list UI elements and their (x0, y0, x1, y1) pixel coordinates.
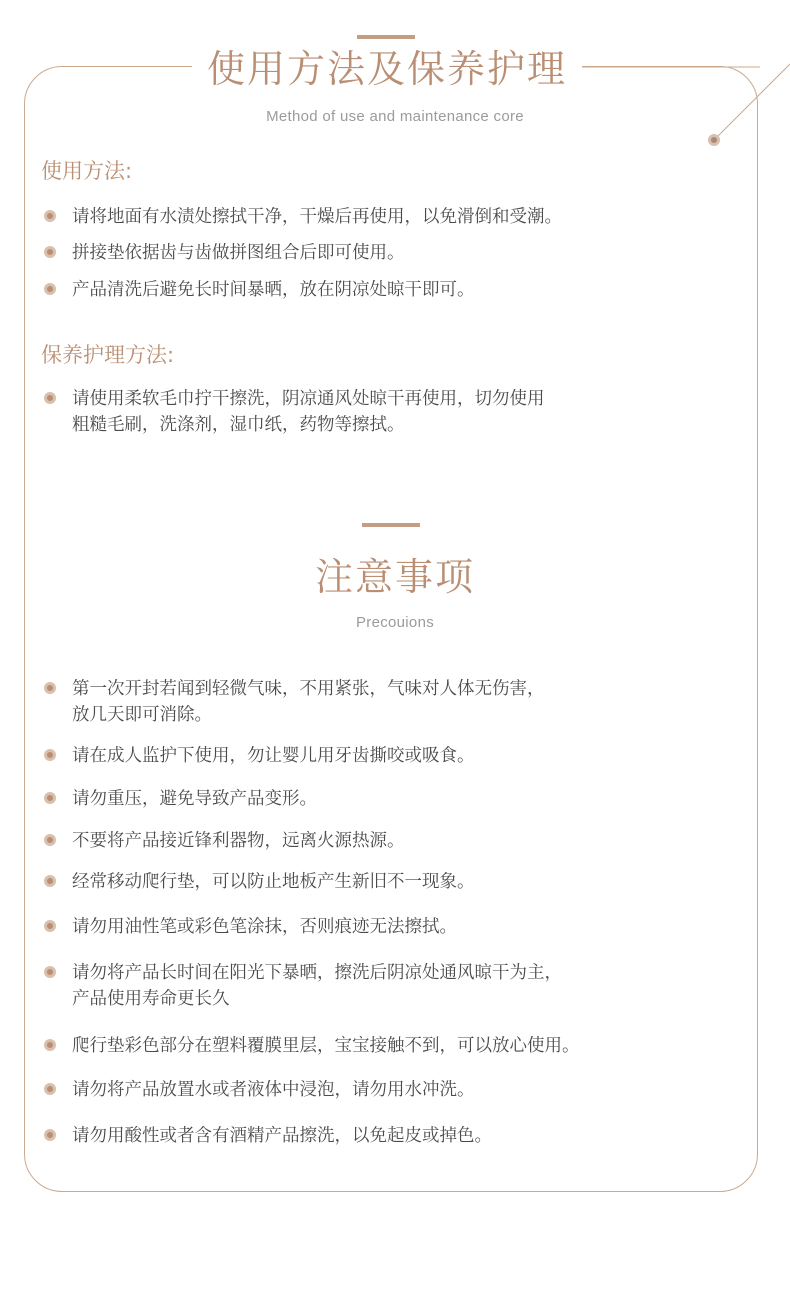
bullet-dot-icon (44, 920, 56, 932)
note-item-text: 请勿将产品放置水或者液体中浸泡，请勿用水冲洗。 (72, 1080, 475, 1100)
note-item-text: 请勿用酸性或者含有酒精产品擦洗，以免起皮或掉色。 (72, 1126, 492, 1146)
bullet-dot-icon (44, 792, 56, 804)
usage-item-text: 拼接垫依据齿与齿做拼图组合后即可使用。 (72, 243, 405, 263)
title-accent-bar (357, 35, 415, 39)
note-item-text: 不要将产品接近锋利器物，远离火源热源。 (72, 831, 405, 851)
bullet-dot-icon (44, 283, 56, 295)
bullet-dot-icon (44, 246, 56, 258)
usage-item-text: 产品清洗后避免长时间暴晒，放在阴凉处晾干即可。 (72, 280, 475, 300)
care-heading: 保养护理方法: (41, 343, 175, 367)
page-subtitle: Method of use and maintenance core (266, 108, 524, 125)
note-item-text: 请勿用油性笔或彩色笔涂抹，否则痕迹无法擦拭。 (72, 917, 457, 937)
bullet-dot-icon (44, 682, 56, 694)
corner-dot-inner (711, 137, 717, 143)
bullet-dot-icon (44, 834, 56, 846)
note-item-text: 请勿重压，避免导致产品变形。 (72, 789, 317, 809)
bullet-dot-icon (44, 1129, 56, 1141)
note-item-text: 请勿将产品长时间在阳光下暴晒，擦洗后阴凉处通风晾干为主， 产品使用寿命更长久 (72, 963, 562, 1009)
notes-accent-bar (362, 523, 420, 527)
note-item-text: 第一次开封若闻到轻微气味，不用紧张，气味对人体无伤害， 放几天即可消除。 (72, 679, 545, 725)
bullet-dot-icon (44, 210, 56, 222)
bullet-dot-icon (44, 875, 56, 887)
note-item-text: 请在成人监护下使用，勿让婴儿用牙齿撕咬或吸食。 (72, 746, 475, 766)
bullet-dot-icon (44, 1039, 56, 1051)
corner-line-diagonal (714, 64, 790, 140)
bullet-dot-icon (44, 1083, 56, 1095)
notes-title: 注意事项 (314, 555, 475, 599)
bullet-dot-icon (44, 749, 56, 761)
care-item-text: 请使用柔软毛巾拧干擦洗，阴凉通风处晾干再使用，切勿使用 粗糙毛刷，洗涤剂，湿巾纸，药物等擦拭。 (72, 389, 545, 435)
usage-heading: 使用方法: (41, 159, 133, 183)
page-title: 使用方法及保养护理 (206, 47, 567, 91)
note-item-text: 爬行垫彩色部分在塑料覆膜里层，宝宝接触不到，可以放心使用。 (72, 1036, 580, 1056)
note-item-text: 经常移动爬行垫，可以防止地板产生新旧不一现象。 (72, 872, 475, 892)
usage-item-text: 请将地面有水渍处擦拭干净，干燥后再使用，以免滑倒和受潮。 (72, 207, 562, 227)
bullet-dot-icon (44, 392, 56, 404)
notes-subtitle: Precouions (355, 614, 435, 631)
bullet-dot-icon (44, 966, 56, 978)
